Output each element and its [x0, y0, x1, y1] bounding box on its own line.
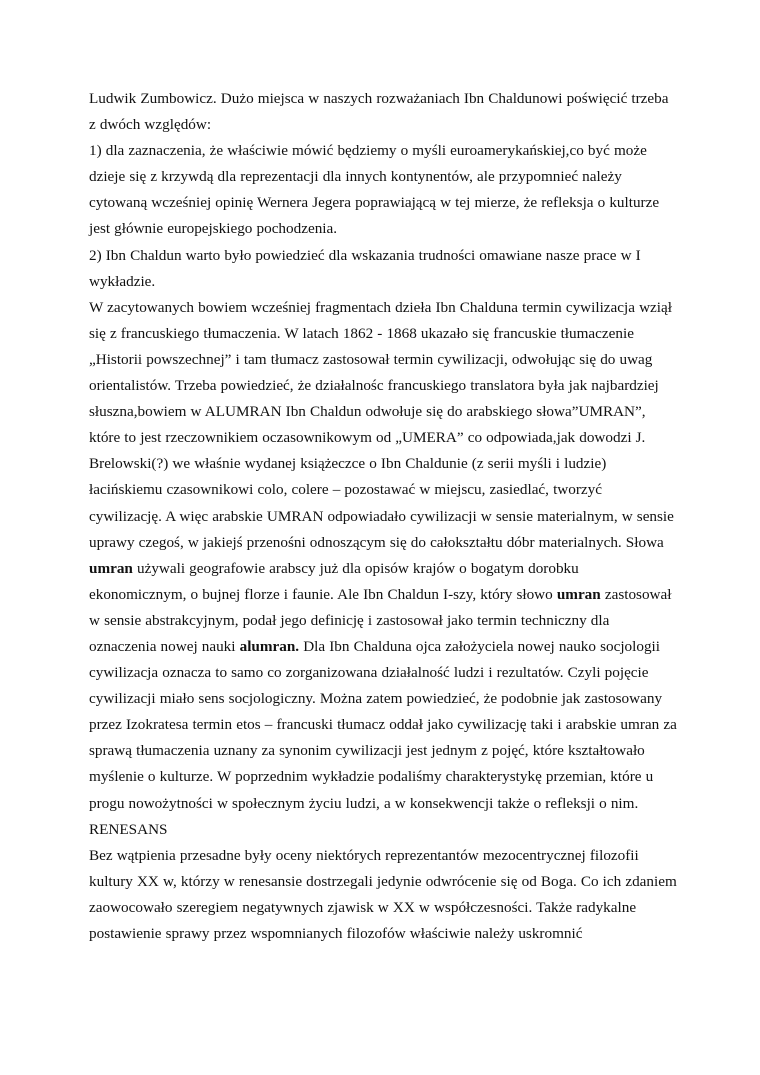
civilization-text-1: W zacytowanych bowiem wcześniej fragmentach dzieła Ibn Chalduna termin cywilizacja wziął się z francuskiego tłumaczenia. W latach 1862 - 1868 ukazało się francuskie tłumaczenie „Historii powszechnej” i tam tłumacz zastosował termin cywilizacji, odwołując się do uwag orientalistów. Trzeba powiedzieć, że działalnośc francuskiego translatora była jak najbardziej słuszna,bowiem w ALUMRAN Ibn Chaldun odwołuje się do arabskiego słowa”UMRAN”, które to jest rzeczownikiem oczasownikowym od „UMERA” co odpowiada,jak dowodzi J. Brelowski(?) we właśnie wydanej książeczce o Ibn Chaldunie (z serii myśli i ludzie) łacińskiemu czasownikowi colo, colere – pozostawać w miejscu, zasiedlać, tworzyć cywilizację. A więc arabskie UMRAN odpowiadało cywilizacji w sensie materialnym, w sensie uprawy czegoś, w jakiejś przenośni odnoszącym się do całokształtu dóbr materialnych. Słowa	[89, 298, 674, 551]
civilization-text-2: używali geografowie arabscy już dla opisów krajów o bogatym dorobku ekonomicznym, o bujnej florze i faunie. Ale Ibn Chaldun I-szy, który słowo	[89, 559, 579, 603]
section-heading-renesans: RENESANS	[89, 820, 168, 838]
term-alumran: alumran.	[239, 637, 300, 655]
term-umran-1: umran	[89, 559, 133, 577]
civilization-text-3: zastosował w sensie abstrakcyjnym, podał jego definicję i zastosował jako termin techniczny dla oznaczenia nowej nauki	[89, 585, 672, 655]
civilization-paragraph	[89, 295, 679, 817]
point-2-paragraph: 2) Ibn Chaldun warto było powiedzieć dla wskazania trudności omawiane nasze prace w I wykładzie.	[89, 246, 641, 290]
point-1-paragraph: 1) dla zaznaczenia, że właściwie mówić będziemy o myśli euroamerykańskiej,co być może dzieje się z krzywdą dla reprezentacji dla innych kontynentów, ale przypomnieć należy cytowaną wcześniej opinię Wernera Jegera poprawiającą w tej mierze, że refleksja o kulturze jest głównie europejskiego pochodzenia.	[89, 142, 660, 238]
civilization-text-4: Dla Ibn Chalduna ojca założyciela nowej nauko socjologii cywilizacja oznacza to samo co zorganizowana działalność ludzi i rezultatów. Czyli pojęcie cywilizacji miało sens socjologiczny. Można zatem powiedzieć, że podobnie jak zastosowany przez Izokratesa termin etos – francuski tłumacz oddał jako cywilizację taki i arabskie umran za sprawą tłumaczenia uznany za synonim cywilizacji jest jednym z pojęć, które kształtowało myślenie o kulturze. W poprzednim wykładzie podaliśmy charakterystykę przemian, które u progu nowożytności w społecznym życiu ludzi, a w konsekwencji także o refleksji o nim.	[89, 637, 677, 812]
intro-paragraph: Ludwik Zumbowicz. Dużo miejsca w naszych rozważaniach Ibn Chaldunowi poświęcić trzeba z dwóch względów:	[89, 90, 669, 134]
renaissance-paragraph: Bez wątpienia przesadne były oceny niektórych reprezentantów mezocentrycznej filozofii kultury XX w, którzy w renesansie dostrzegali jedynie odwrócenie się od Boga. Co ich zdaniem zaowocowało szeregiem negatywnych zjawisk w XX w współczesności. Także radykalne postawienie sprawy przez wspomnianych filozofów właściwie należy uskromnić	[89, 846, 677, 942]
term-umran-2: umran	[556, 585, 601, 603]
document-body	[89, 86, 679, 947]
